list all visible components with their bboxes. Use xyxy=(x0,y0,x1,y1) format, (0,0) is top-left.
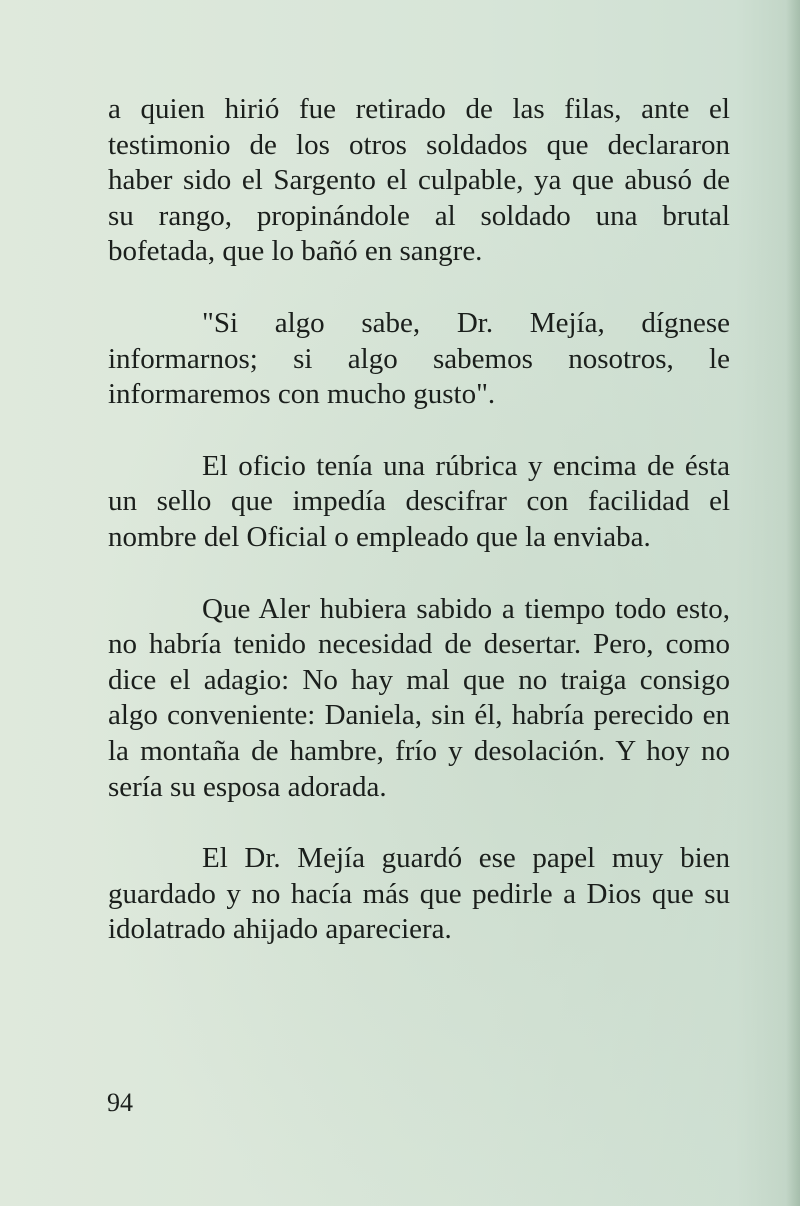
paragraph-4: Que Aler hubiera sabido a tiempo todo esto, no habría tenido necesidad de desertar. Pero, como dice el adagio: No hay mal que no traiga consigo algo conveniente: Daniela, sin él, habría perecido en la montaña de hambre, frío y desolación. Y hoy no sería su esposa adorada. xyxy=(108,592,730,803)
page-number: 94 xyxy=(107,1088,133,1117)
paragraph-3: El oficio tenía una rúbrica y encima de ésta un sello que impedía descifrar con facilidad el nombre del Oficial o empleado que la enviaba. xyxy=(108,449,730,553)
paragraph-1: a quien hirió fue retirado de las filas, ante el testimonio de los otros soldados que declararon haber sido el Sargento el culpable, ya que abusó de su rango, propinándole al soldado una brutal bofetada, que lo bañó en sangre. xyxy=(108,93,730,268)
body-text xyxy=(108,92,730,984)
paragraph-5: El Dr. Mejía guardó ese papel muy bien guardado y no hacía más que pedirle a Dios que su idolatrado ahijado apareciera. xyxy=(108,842,730,946)
page-edge-shadow xyxy=(786,0,800,1206)
paragraph-2: "Si algo sabe, Dr. Mejía, dígnese informarnos; si algo sabemos nosotros, le informaremos con mucho gusto". xyxy=(108,306,730,411)
